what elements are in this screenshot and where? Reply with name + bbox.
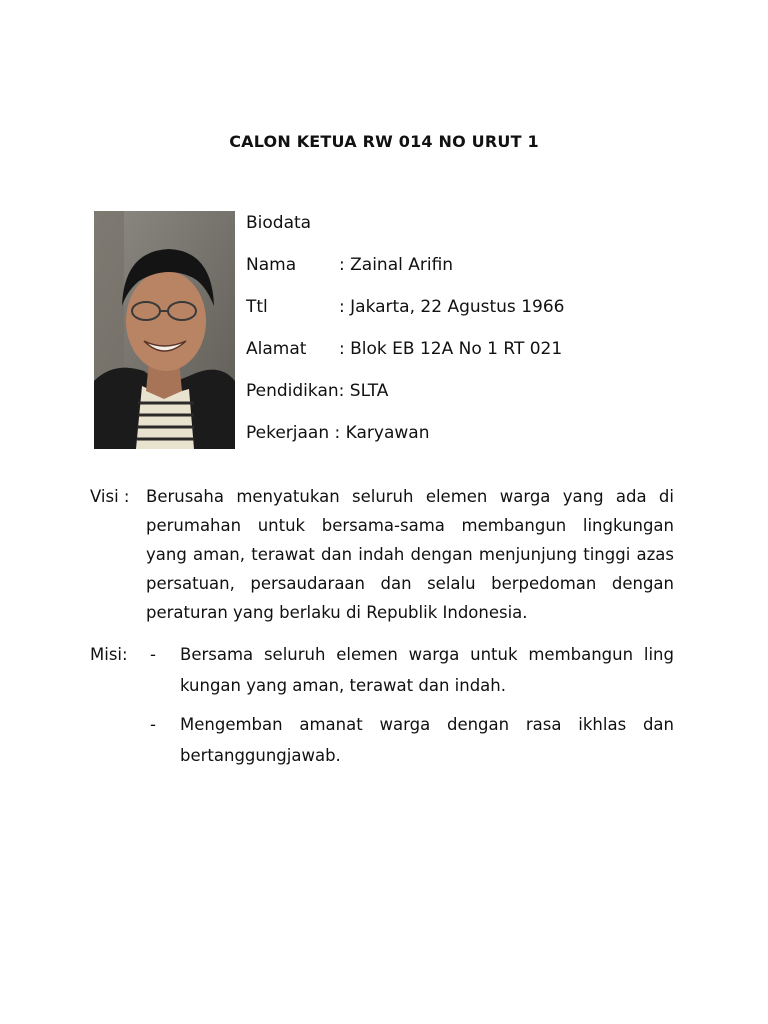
visi-text: Berusaha menyatukan seluruh elemen warga yang ada di perumahan untuk bersama-sama membangun lingkungan yang aman, terawat dan indah dengan menjunjung tinggi azas persatuan, persaudaraan dan selalu berpedoman dengan peraturan yang berlaku di Republik Indonesia. <box>146 487 674 622</box>
biodata-row-nama <box>246 255 453 275</box>
biodata-row-pekerjaan <box>246 423 430 443</box>
biodata-heading: Biodata <box>246 213 312 233</box>
biodata-row-ttl <box>246 297 564 317</box>
biodata-label: Nama <box>246 255 297 275</box>
page-title: CALON KETUA RW 014 NO URUT 1 <box>229 132 539 151</box>
biodata-label: Pekerjaan <box>246 423 330 443</box>
biodata-value: SLTA <box>344 381 389 401</box>
biodata-label: Ttl <box>246 297 268 317</box>
biodata-row-alamat <box>246 339 562 359</box>
biodata-value: : Zainal Arifin <box>339 255 454 275</box>
biodata-label: Pendidikan: <box>246 381 345 401</box>
biodata-row-pendidikan <box>246 381 388 401</box>
misi-item: Bersama seluruh elemen warga untuk membangun ling kungan yang aman, terawat dan indah. <box>180 645 674 695</box>
misi-bullet: - <box>150 645 156 664</box>
biodata-value: : Jakarta, 22 Agustus 1966 <box>339 297 565 317</box>
candidate-photo <box>94 211 235 449</box>
biodata-value: : Blok EB 12A No 1 RT 021 <box>339 339 563 359</box>
misi-item: Mengemban amanat warga dengan rasa ikhlas dan bertanggungjawab. <box>180 715 674 765</box>
biodata-label: Alamat <box>246 339 307 359</box>
misi-label: Misi: <box>90 645 128 664</box>
biodata-value: : Karyawan <box>329 423 430 443</box>
visi-label: Visi : <box>90 487 130 506</box>
misi-bullet: - <box>150 715 156 734</box>
